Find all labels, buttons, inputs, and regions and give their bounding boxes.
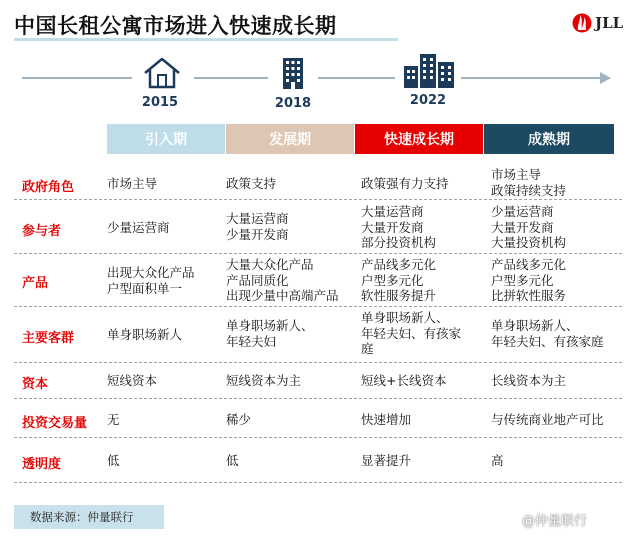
table-cell: 快速增加	[361, 412, 412, 427]
table-cell: 产品线多元化 户型多元化 比拼软性服务	[491, 257, 567, 303]
table-cell: 政策强有力支持	[361, 176, 449, 191]
row-divider	[14, 437, 622, 438]
table-cell: 政策支持	[226, 176, 277, 191]
table-cell: 高	[491, 453, 504, 468]
table-cell: 少量运营商 大量开发商 大量投资机构	[491, 204, 567, 250]
year-2022: 2022	[409, 93, 447, 108]
table-cell: 单身职场新人	[107, 327, 183, 342]
watermark: @仲量联行	[522, 514, 588, 529]
jll-flame-logo-icon	[572, 12, 592, 34]
table-cell: 单身职场新人、 年轻夫妇、有孩家庭	[491, 318, 604, 349]
table-cell: 市场主导 政策持续支持	[491, 167, 567, 198]
table-cell: 稀少	[226, 412, 252, 427]
year-2018: 2018	[274, 96, 312, 111]
table-cell: 少量运营商	[107, 220, 170, 235]
row-label-capital: 资本	[22, 377, 49, 392]
timeline-arrow-icon	[600, 72, 611, 84]
table-cell: 显著提升	[361, 453, 412, 468]
row-divider	[14, 398, 622, 399]
row-divider	[14, 362, 622, 363]
table-cell: 短线资本为主	[226, 373, 302, 388]
stage-development: 发展期	[226, 124, 354, 154]
stage-maturity: 成熟期	[484, 124, 614, 154]
table-cell: 大量大众化产品 产品同质化 出现少量中高端产品	[226, 257, 339, 303]
row-divider	[14, 306, 622, 307]
table-cell: 单身职场新人、 年轻夫妇、有孩家 庭	[361, 310, 462, 356]
stage-rapid-growth: 快速成长期	[355, 124, 483, 154]
jll-logo	[572, 12, 623, 34]
house-icon	[142, 56, 182, 90]
jll-logo-text: JLL	[595, 14, 624, 32]
data-source-note: 数据来源：仲量联行	[30, 510, 134, 524]
year-2015: 2015	[141, 95, 179, 110]
row-label-target-customers: 主要客群	[22, 331, 75, 346]
title-underline	[14, 38, 398, 41]
table-cell: 短线+长线资本	[361, 373, 447, 388]
table-cell: 大量运营商 大量开发商 部分投资机构	[361, 204, 437, 250]
table-cell: 长线资本为主	[491, 373, 567, 388]
row-label-transparency: 透明度	[22, 457, 62, 472]
table-cell: 低	[107, 453, 120, 468]
table-cell: 大量运营商 少量开发商	[226, 211, 289, 242]
stage-introduction: 引入期	[107, 124, 225, 154]
table-cell: 与传统商业地产可比	[491, 412, 604, 427]
table-cell: 短线资本	[107, 373, 158, 388]
row-divider	[14, 199, 622, 200]
row-label-government-role: 政府角色	[22, 180, 75, 195]
table-cell: 出现大众化产品 户型面积单一	[107, 265, 195, 296]
row-label-investment-volume: 投资交易量	[22, 416, 88, 431]
page-title: 中国长租公寓市场进入快速成长期	[14, 14, 337, 38]
table-cell: 产品线多元化 户型多元化 软性服务提升	[361, 257, 437, 303]
table-cell: 市场主导	[107, 176, 158, 191]
row-label-product: 产品	[22, 276, 49, 291]
row-label-participants: 参与者	[22, 224, 62, 239]
table-cell: 无	[107, 412, 120, 427]
row-divider	[14, 253, 622, 254]
building-icon	[281, 56, 305, 90]
city-buildings-icon	[402, 52, 456, 90]
table-cell: 单身职场新人、 年轻夫妇	[226, 318, 314, 349]
table-cell: 低	[226, 453, 239, 468]
row-divider	[14, 482, 622, 483]
